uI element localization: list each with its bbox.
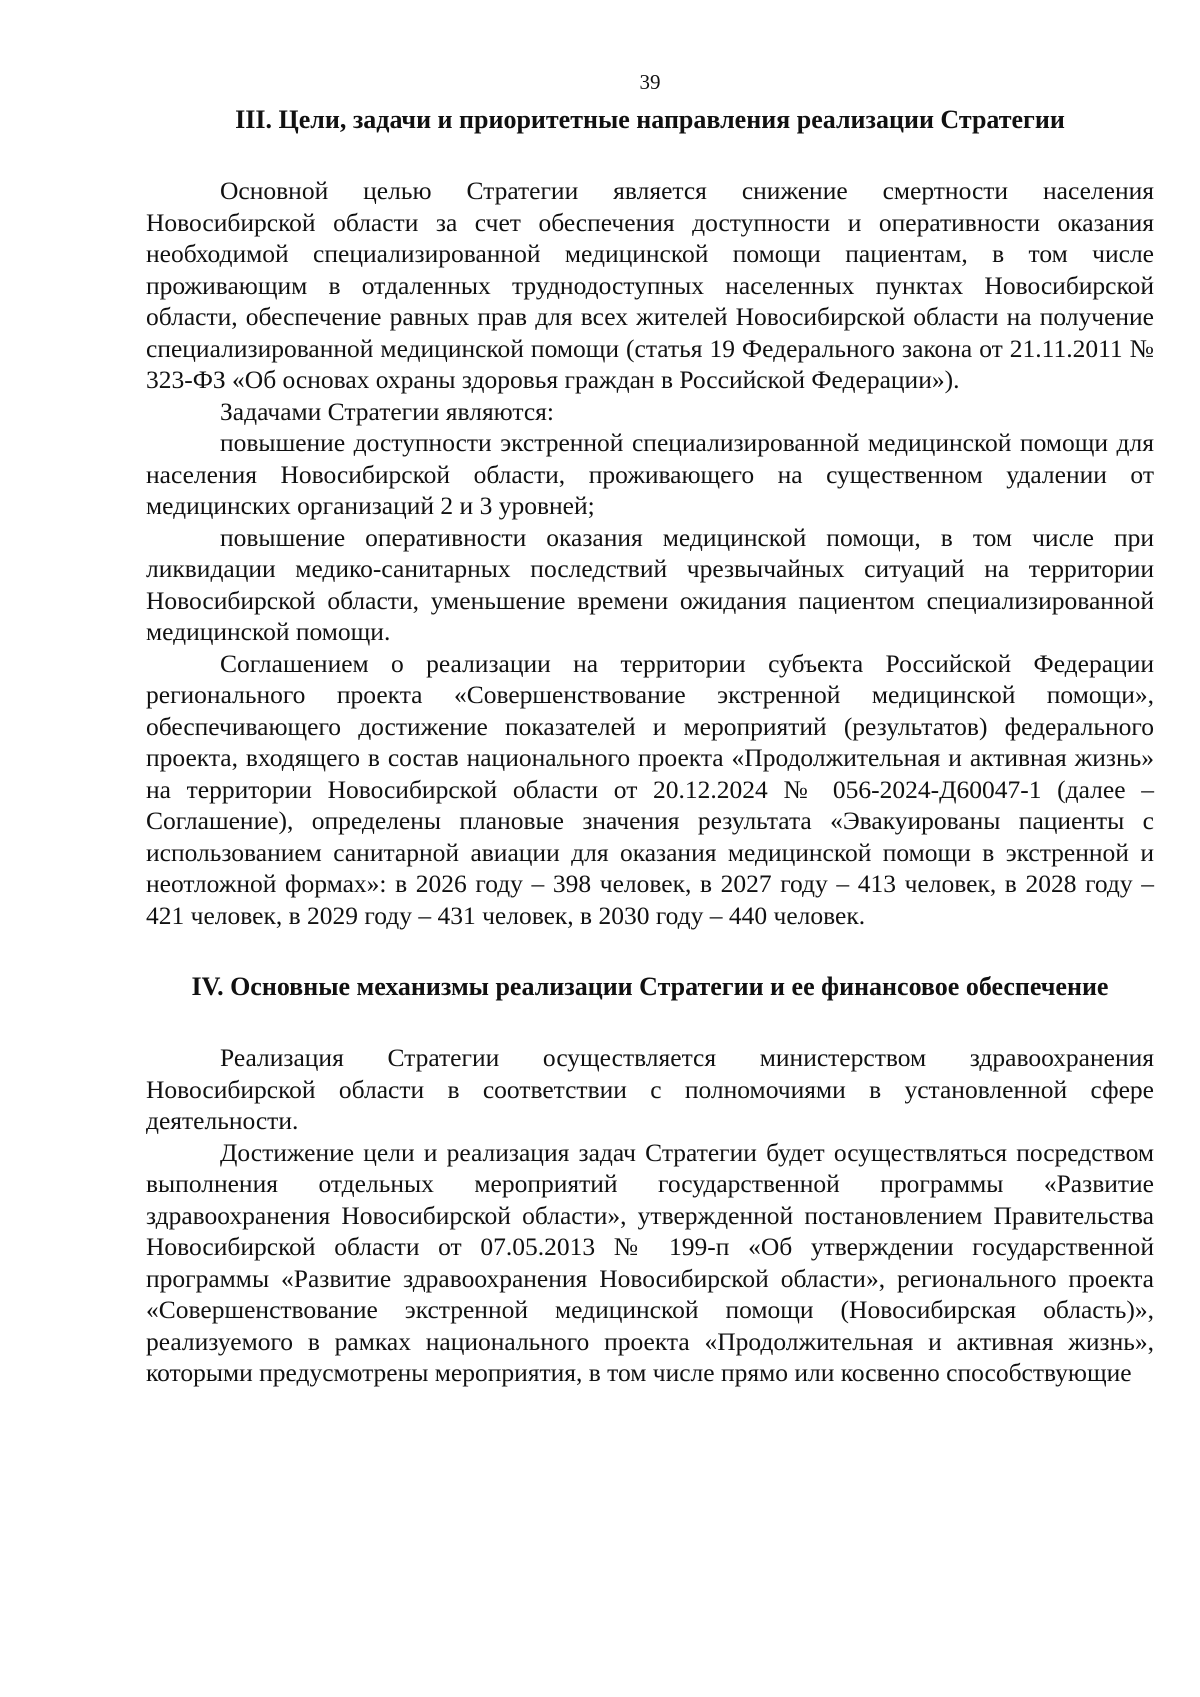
section-3-paragraph-tasks-intro: Задачами Стратегии являются: xyxy=(220,396,554,426)
section-3-paragraph-task-2: повышение оперативности оказания медицинской помощи, в том числе при ликвидации медико-санитарных последствий чрезвычайных ситуаций на территории Новосибирской области, уменьшение времени ожидания пациентом специализированной медицинской помощи. xyxy=(146,522,1154,646)
section-4-heading: IV. Основные механизмы реализации Стратегии и ее финансовое обеспечение xyxy=(191,972,1109,1001)
document-page xyxy=(146,70,1154,1389)
section-4-paragraph-achievement: Достижение цели и реализация задач Стратегии будет осуществляться посредством выполнения отдельных мероприятий государственной программы «Развитие здравоохранения Новосибирской области», утвержденной постановлением Правительства Новосибирской области от 07.05.2013 № 199-п «Об утверждении государственной программы «Развитие здравоохранения Новосибирской области», регионального проекта «Совершенствование экстренной медицинской помощи (Новосибирская область)», реализуемого в рамках национального проекта «Продолжительная и активная жизнь», которыми предусмотрены мероприятия, в том числе прямо или косвенно способствующие xyxy=(146,1137,1154,1387)
section-3-paragraph-agreement: Соглашением о реализации на территории субъекта Российской Федерации регионального проекта «Совершенствование экстренной медицинской помощи», обеспечивающего достижение показателей и мероприятий (результатов) федерального проекта, входящего в состав национального проекта «Продолжительная и активная жизнь» на территории Новосибирской области от 20.12.2024 № 056-2024-Д60047-1 (далее – Соглашение), определены плановые значения результата «Эвакуированы пациенты с использованием санитарной авиации для оказания медицинской помощи в экстренной и неотложной формах»: в 2026 году – 398 человек, в 2027 году – 413 человек, в 2028 году – 421 человек, в 2029 году – 431 человек, в 2030 году – 440 человек. xyxy=(146,648,1154,930)
page-number: 39 xyxy=(639,70,661,94)
section-4-paragraph-implementation: Реализация Стратегии осуществляется министерством здравоохранения Новосибирской области в соответствии с полномочиями в установленной сфере деятельности. xyxy=(146,1043,1154,1135)
section-3-paragraph-goal: Основной целью Стратегии является снижение смертности населения Новосибирской области за счет обеспечения доступности и оперативности оказания необходимой специализированной медицинской помощи пациентам, в том числе проживающим в отдаленных труднодоступных населенных пунктах Новосибирской области, обеспечение равных прав для всех жителей Новосибирской области на получение специализированной медицинской помощи (статья 19 Федерального закона от 21.11.2011 № 323-ФЗ «Об основах охраны здоровья граждан в Российской Федерации»). xyxy=(146,176,1154,394)
section-3-paragraph-task-1: повышение доступности экстренной специализированной медицинской помощи для населения Новосибирской области, проживающего на существенном удалении от медицинских организаций 2 и 3 уровней; xyxy=(146,428,1154,520)
section-3-heading: III. Цели, задачи и приоритетные направления реализации Стратегии xyxy=(235,105,1065,134)
